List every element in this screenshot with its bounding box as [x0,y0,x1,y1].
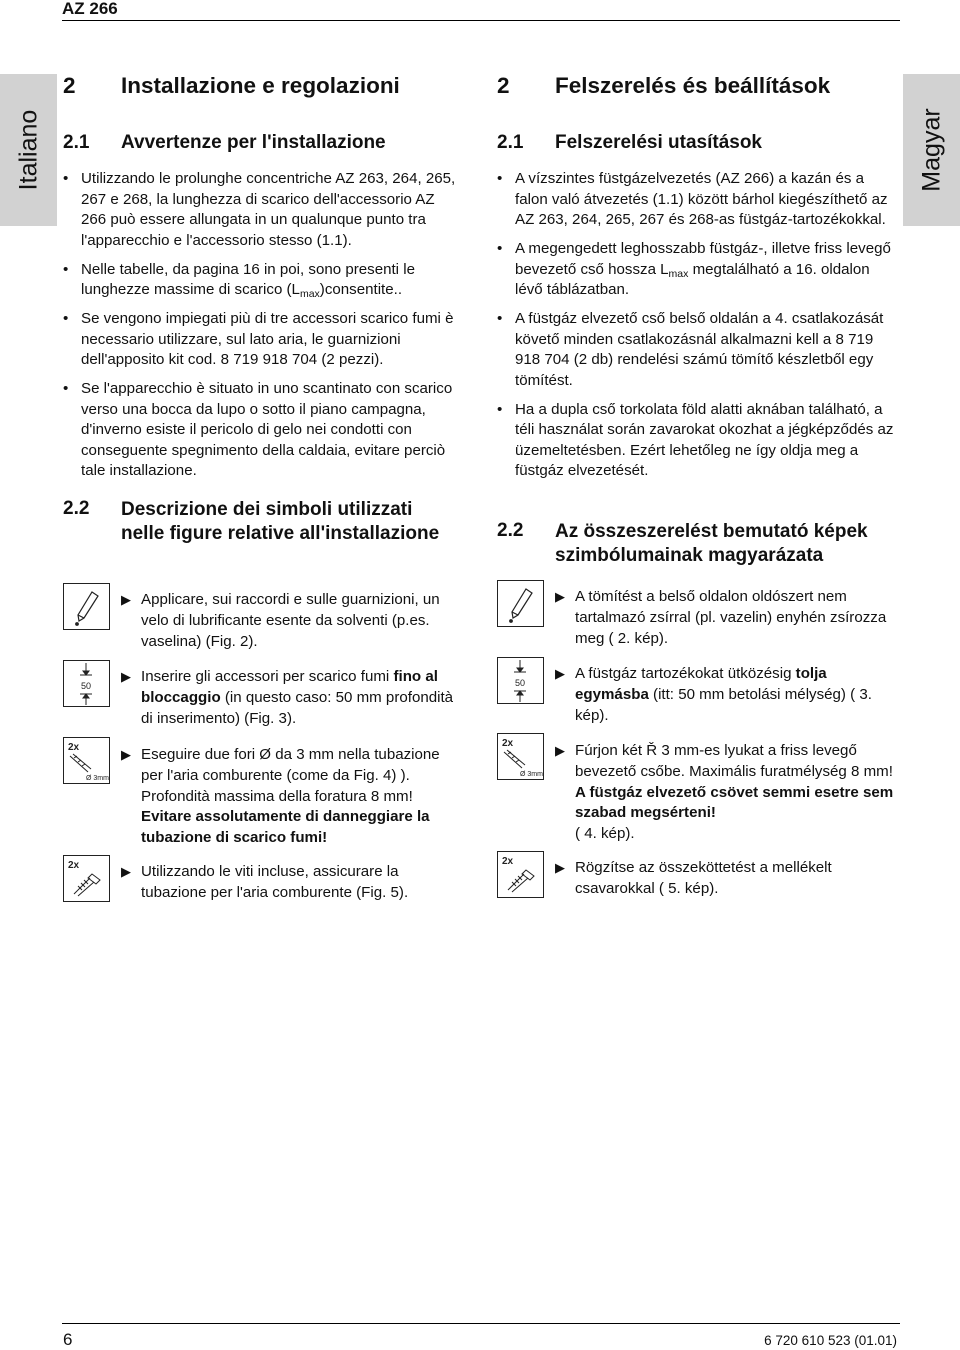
screw-icon [63,855,110,902]
symbol-description: ▶ Fúrjon két Ř 3 mm-es lyukat a friss levegő bevezető csőbe. Maximális furatmélység 8 mm! A füstgáz elvezető csövet semmi esetre sem szabad megsérteni! ( 4. kép). [555,742,894,843]
list-item: • Ha a dupla cső torkolata föld alatti aknában található, a téli használat során zavarokat okozhat a jégképződés az üzemeltetésben. Ezért lehetőleg ne így oldja meg a füstgáz elvezetését. [497,400,895,482]
insertion-depth-icon [497,657,544,704]
section-heading: 2 Felszerelés és beállítások [497,73,831,98]
symbol-description: ▶ Utilizzando le viti incluse, assicurare la tubazione per l'aria comburente (Fig. 5). [121,863,409,901]
count-label: 2x [68,860,80,871]
list-item: • Se vengono impiegati più di tre accessori scarico fumi è necessario utilizzare, sul lato aria, le guarnizioni dell'apposito kit cod. 8 719 918 704 (2 pezzi). [63,309,458,371]
drill-icon [497,733,544,780]
installation-notes [497,169,895,490]
drill-icon [63,737,110,784]
symbol-description: ▶ Applicare, sui raccordi e sulle guarnizioni, un velo di lubrificante esente da solventi (p.es. vaselina) (Fig. 2). [121,591,440,650]
symbol-description: ▶ Rögzítse az összeköttetést a mellékelt csavarokkal ( 5. kép). [555,859,832,897]
depth-label: 50 [80,681,92,691]
language-tab-italian [0,74,57,226]
grease-icon [497,580,544,627]
symbol-description: ▶ Inserire gli accessori per scarico fumi fino al bloccaggio (in questo caso: 50 mm profondità di inserimento) (Fig. 3). [121,668,454,727]
diameter-label: Ø 3mm [86,775,109,782]
diameter-label: Ø 3mm [520,771,543,778]
insertion-depth-icon [63,660,110,707]
footer-divider [62,1323,900,1324]
list-item: • Utilizzando le prolunghe concentriche AZ 263, 264, 265, 267 e 268, la lunghezza di scarico dell'accessorio AZ 266 può essere allungata in un qualunque punto tra l'apparecchio e l'accessorio stesso (1.1). [63,169,458,251]
list-item: • A megengedett leghosszabb füstgáz-, illetve friss levegő bevezető cső hossza $L_{max}$ megtalálható a 16. oldalon lévő táblázatban. [497,239,895,301]
language-tab-hungarian [903,74,960,226]
tab-label: Magyar [917,108,945,192]
depth-label: 50 [514,678,526,688]
symbol-description: ▶ Eseguire due fori Ø da 3 mm nella tubazione per l'aria comburente (come da Fig. 4) ). Profondità massima della foratura 8 mm! Evitare assolutamente di danneggiare la tubazione di scarico fumi! [121,746,440,847]
list-item: • A vízszintes füstgázelvezetés (AZ 266) a kazán és a falon való átvezetés (1.1) között bárhol kiegészíthető az AZ 263, 264, 265, 267 és 268-as füstgáz-tartozékokkal. [497,169,895,231]
header-divider [62,20,900,21]
symbol-description: ▶ A füstgáz tartozékokat ütközésig tolja egymásba (itt: 50 mm betolási mélység) ( 3. kép). [555,665,872,724]
count-label: 2x [68,742,80,753]
page-number: 6 [63,1330,73,1349]
document-code: 6 720 610 523 (01.01) [764,1333,897,1348]
section-heading: 2 Installazione e regolazioni [63,73,400,98]
screw-icon [497,851,544,898]
tab-label: Italiano [14,109,42,191]
count-label: 2x [502,856,514,867]
count-label: 2x [502,738,514,749]
list-item: • Se l'apparecchio è situato in uno scantinato con scarico verso una bocca da lupo o sotto il piano campagna, d'inverno esiste il pericolo di gelo nei condotti con conseguente spegnimento della caldaia, evitare perciò tale installazione. [63,379,458,482]
list-item: • Nelle tabelle, da pagina 16 in poi, sono presenti le lunghezze massime di scarico $(L_{max})consentite$.. [63,260,458,301]
list-item: • A füstgáz elvezető cső belső oldalán a 4. csatlakozását követő minden csatlakozásnál alkalmazni kell a 8 719 918 704 (2 db) rendelési számú tömítő készletből egy tömítést. [497,309,895,391]
grease-icon [63,583,110,630]
symbol-description: ▶ A tömítést a belső oldalon oldószert nem tartalmazó zsírral (pl. vazelin) enyhén zsírozza meg ( 2. kép). [555,588,887,647]
header-title: AZ 266 [62,0,118,18]
installation-notes [63,169,458,490]
